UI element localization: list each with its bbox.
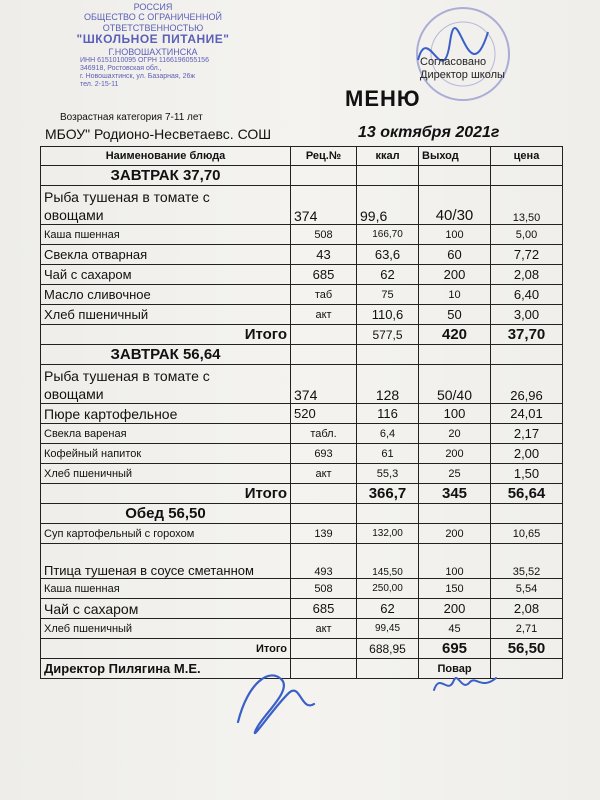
dish-name: Кофейный напиток: [41, 444, 291, 464]
output-cell: 20: [419, 424, 491, 444]
header-kcal: ккал: [357, 147, 419, 166]
price-cell: 2,17: [491, 424, 563, 444]
recipe-cell: акт: [291, 464, 357, 484]
stamp-city: Г.НОВОШАХТИНСКА: [108, 46, 198, 57]
table-row: [41, 544, 563, 579]
dish-name: Свекла вареная: [41, 424, 291, 444]
total-price: 56,50: [491, 639, 563, 659]
stamp-phone: тел. 2-15-11: [80, 81, 119, 89]
company-stamp: [58, 2, 248, 89]
table-row: [41, 225, 563, 245]
total-output: 420: [419, 325, 491, 345]
dish-name: Пюре картофельное: [41, 404, 291, 424]
dish-name: Свекла отварная: [41, 245, 291, 265]
output-cell: 50/40: [419, 365, 491, 404]
stamp-line: ОБЩЕСТВО С ОГРАНИЧЕННОЙ: [84, 12, 222, 23]
price-cell: 24,01: [491, 404, 563, 424]
price-cell: 3,00: [491, 305, 563, 325]
recipe-cell: 693: [291, 444, 357, 464]
director-signature-icon: [230, 662, 320, 742]
output-cell: 45: [419, 619, 491, 639]
kcal-cell: 145,50: [357, 544, 419, 579]
dish-name: Хлеб пшеничный: [41, 464, 291, 484]
stamp-inn: ИНН 6151010095 ОГРН 1166196055156: [80, 57, 209, 65]
kcal-cell: 63,6: [357, 245, 419, 265]
total-kcal: 366,7: [357, 484, 419, 504]
recipe-cell: 374: [291, 365, 357, 404]
recipe-cell: 685: [291, 599, 357, 619]
price-cell: 1,50: [491, 464, 563, 484]
table-row: [41, 305, 563, 325]
table-row: [41, 524, 563, 544]
stamp-line: РОССИЯ: [133, 2, 173, 12]
table-row: [41, 464, 563, 484]
total-row: [41, 325, 563, 345]
total-price: 37,70: [491, 325, 563, 345]
table-row: [41, 265, 563, 285]
total-kcal: 688,95: [357, 639, 419, 659]
price-cell: 5,54: [491, 579, 563, 599]
kcal-cell: 6,4: [357, 424, 419, 444]
table-row: [41, 245, 563, 265]
output-cell: 100: [419, 404, 491, 424]
total-label: Итого: [41, 484, 291, 504]
output-cell: 10: [419, 285, 491, 305]
recipe-cell: акт: [291, 305, 357, 325]
section-title: ЗАВТРАК 56,64: [41, 345, 291, 365]
page-title: МЕНЮ: [345, 86, 421, 111]
header-price: цена: [491, 147, 563, 166]
dish-name: Каша пшенная: [41, 225, 291, 245]
kcal-cell: 116: [357, 404, 419, 424]
dish-name: Чай с сахаром: [41, 265, 291, 285]
total-kcal: 577,5: [357, 325, 419, 345]
kcal-cell: 55,3: [357, 464, 419, 484]
total-output: 695: [419, 639, 491, 659]
kcal-cell: 132,00: [357, 524, 419, 544]
recipe-cell: 508: [291, 225, 357, 245]
recipe-cell: 374: [291, 186, 357, 225]
kcal-cell: 128: [357, 365, 419, 404]
dish-name: Чай с сахаром: [41, 599, 291, 619]
price-cell: 26,96: [491, 365, 563, 404]
output-cell: 200: [419, 265, 491, 285]
section-title: Обед 56,50: [41, 504, 291, 524]
section-title-row: [41, 504, 563, 524]
price-cell: 2,71: [491, 619, 563, 639]
kcal-cell: 62: [357, 599, 419, 619]
kcal-cell: 99,45: [357, 619, 419, 639]
table-row: [41, 365, 563, 404]
stamp-company-name: "ШКОЛЬНОЕ ПИТАНИЕ": [76, 32, 230, 47]
recipe-cell: 508: [291, 579, 357, 599]
total-label: Итого: [41, 639, 291, 659]
recipe-cell: 139: [291, 524, 357, 544]
output-cell: 50: [419, 305, 491, 325]
price-cell: 6,40: [491, 285, 563, 305]
total-price: 56,64: [491, 484, 563, 504]
output-cell: 200: [419, 524, 491, 544]
dish-name: Суп картофельный с горохом: [41, 524, 291, 544]
table-row: [41, 186, 563, 225]
recipe-cell: 493: [291, 544, 357, 579]
output-cell: 200: [419, 599, 491, 619]
cook-signature-icon: [430, 670, 500, 700]
recipe-cell: табл.: [291, 424, 357, 444]
recipe-cell: акт: [291, 619, 357, 639]
kcal-cell: 75: [357, 285, 419, 305]
price-cell: 2,08: [491, 265, 563, 285]
table-row: [41, 404, 563, 424]
price-cell: 2,00: [491, 444, 563, 464]
dish-name: Рыба тушеная в томате с овощами: [41, 365, 291, 404]
stamp-address: г. Новошахтинск, ул. Базарная, 26ж: [80, 73, 196, 81]
dish-name: Хлеб пшеничный: [41, 305, 291, 325]
stamp-line: ОТВЕТСТВЕННОСТЬЮ: [102, 22, 204, 33]
approval-line: Директор школы: [420, 69, 505, 82]
header-output: Выход: [419, 147, 491, 166]
total-label: Итого: [41, 325, 291, 345]
dish-name: Каша пшенная: [41, 579, 291, 599]
section-title-row: [41, 166, 563, 186]
price-cell: 7,72: [491, 245, 563, 265]
table-header: [41, 147, 563, 166]
total-output: 345: [419, 484, 491, 504]
output-cell: 150: [419, 579, 491, 599]
output-cell: 200: [419, 444, 491, 464]
output-cell: 100: [419, 544, 491, 579]
table-row: [41, 599, 563, 619]
table-row: [41, 579, 563, 599]
kcal-cell: 166,70: [357, 225, 419, 245]
director-label: Директор Пилягина М.Е.: [41, 659, 291, 679]
header-name: Наименование блюда: [41, 147, 291, 166]
kcal-cell: 61: [357, 444, 419, 464]
price-cell: 2,08: [491, 599, 563, 619]
menu-date: 13 октября 2021г: [358, 124, 500, 141]
recipe-cell: таб: [291, 285, 357, 305]
approval-line: Согласовано: [420, 56, 487, 68]
price-cell: 35,52: [491, 544, 563, 579]
recipe-cell: 685: [291, 265, 357, 285]
age-category: Возрастная категория 7-11 лет: [60, 112, 203, 123]
table-row: [41, 444, 563, 464]
output-cell: 40/30: [419, 186, 491, 225]
output-cell: 25: [419, 464, 491, 484]
kcal-cell: 250,00: [357, 579, 419, 599]
stamp-address: 346918, Ростовская обл.,: [80, 65, 162, 73]
menu-table: [40, 146, 563, 679]
dish-name: Масло сливочное: [41, 285, 291, 305]
recipe-cell: 43: [291, 245, 357, 265]
header-recipe: Рец.№: [291, 147, 357, 166]
dish-name: Хлеб пшеничный: [41, 619, 291, 639]
total-row: [41, 639, 563, 659]
output-cell: 100: [419, 225, 491, 245]
table-row: [41, 424, 563, 444]
table-row: [41, 619, 563, 639]
approval-block: [420, 56, 505, 82]
cook-label: Повар: [419, 659, 491, 679]
section-title-row: [41, 345, 563, 365]
total-row: [41, 484, 563, 504]
price-cell: 5,00: [491, 225, 563, 245]
school-name: МБОУ" Родионо-Несветаевс. СОШ: [45, 126, 272, 142]
table-row: [41, 285, 563, 305]
section-title: ЗАВТРАК 37,70: [41, 166, 291, 186]
kcal-cell: 99,6: [357, 186, 419, 225]
dish-name: Птица тушеная в соусе сметанном: [41, 544, 291, 579]
recipe-cell: 520: [291, 404, 357, 424]
price-cell: 10,65: [491, 524, 563, 544]
output-cell: 60: [419, 245, 491, 265]
kcal-cell: 110,6: [357, 305, 419, 325]
price-cell: 13,50: [491, 186, 563, 225]
kcal-cell: 62: [357, 265, 419, 285]
dish-name: Рыба тушеная в томате с овощами: [41, 186, 291, 225]
